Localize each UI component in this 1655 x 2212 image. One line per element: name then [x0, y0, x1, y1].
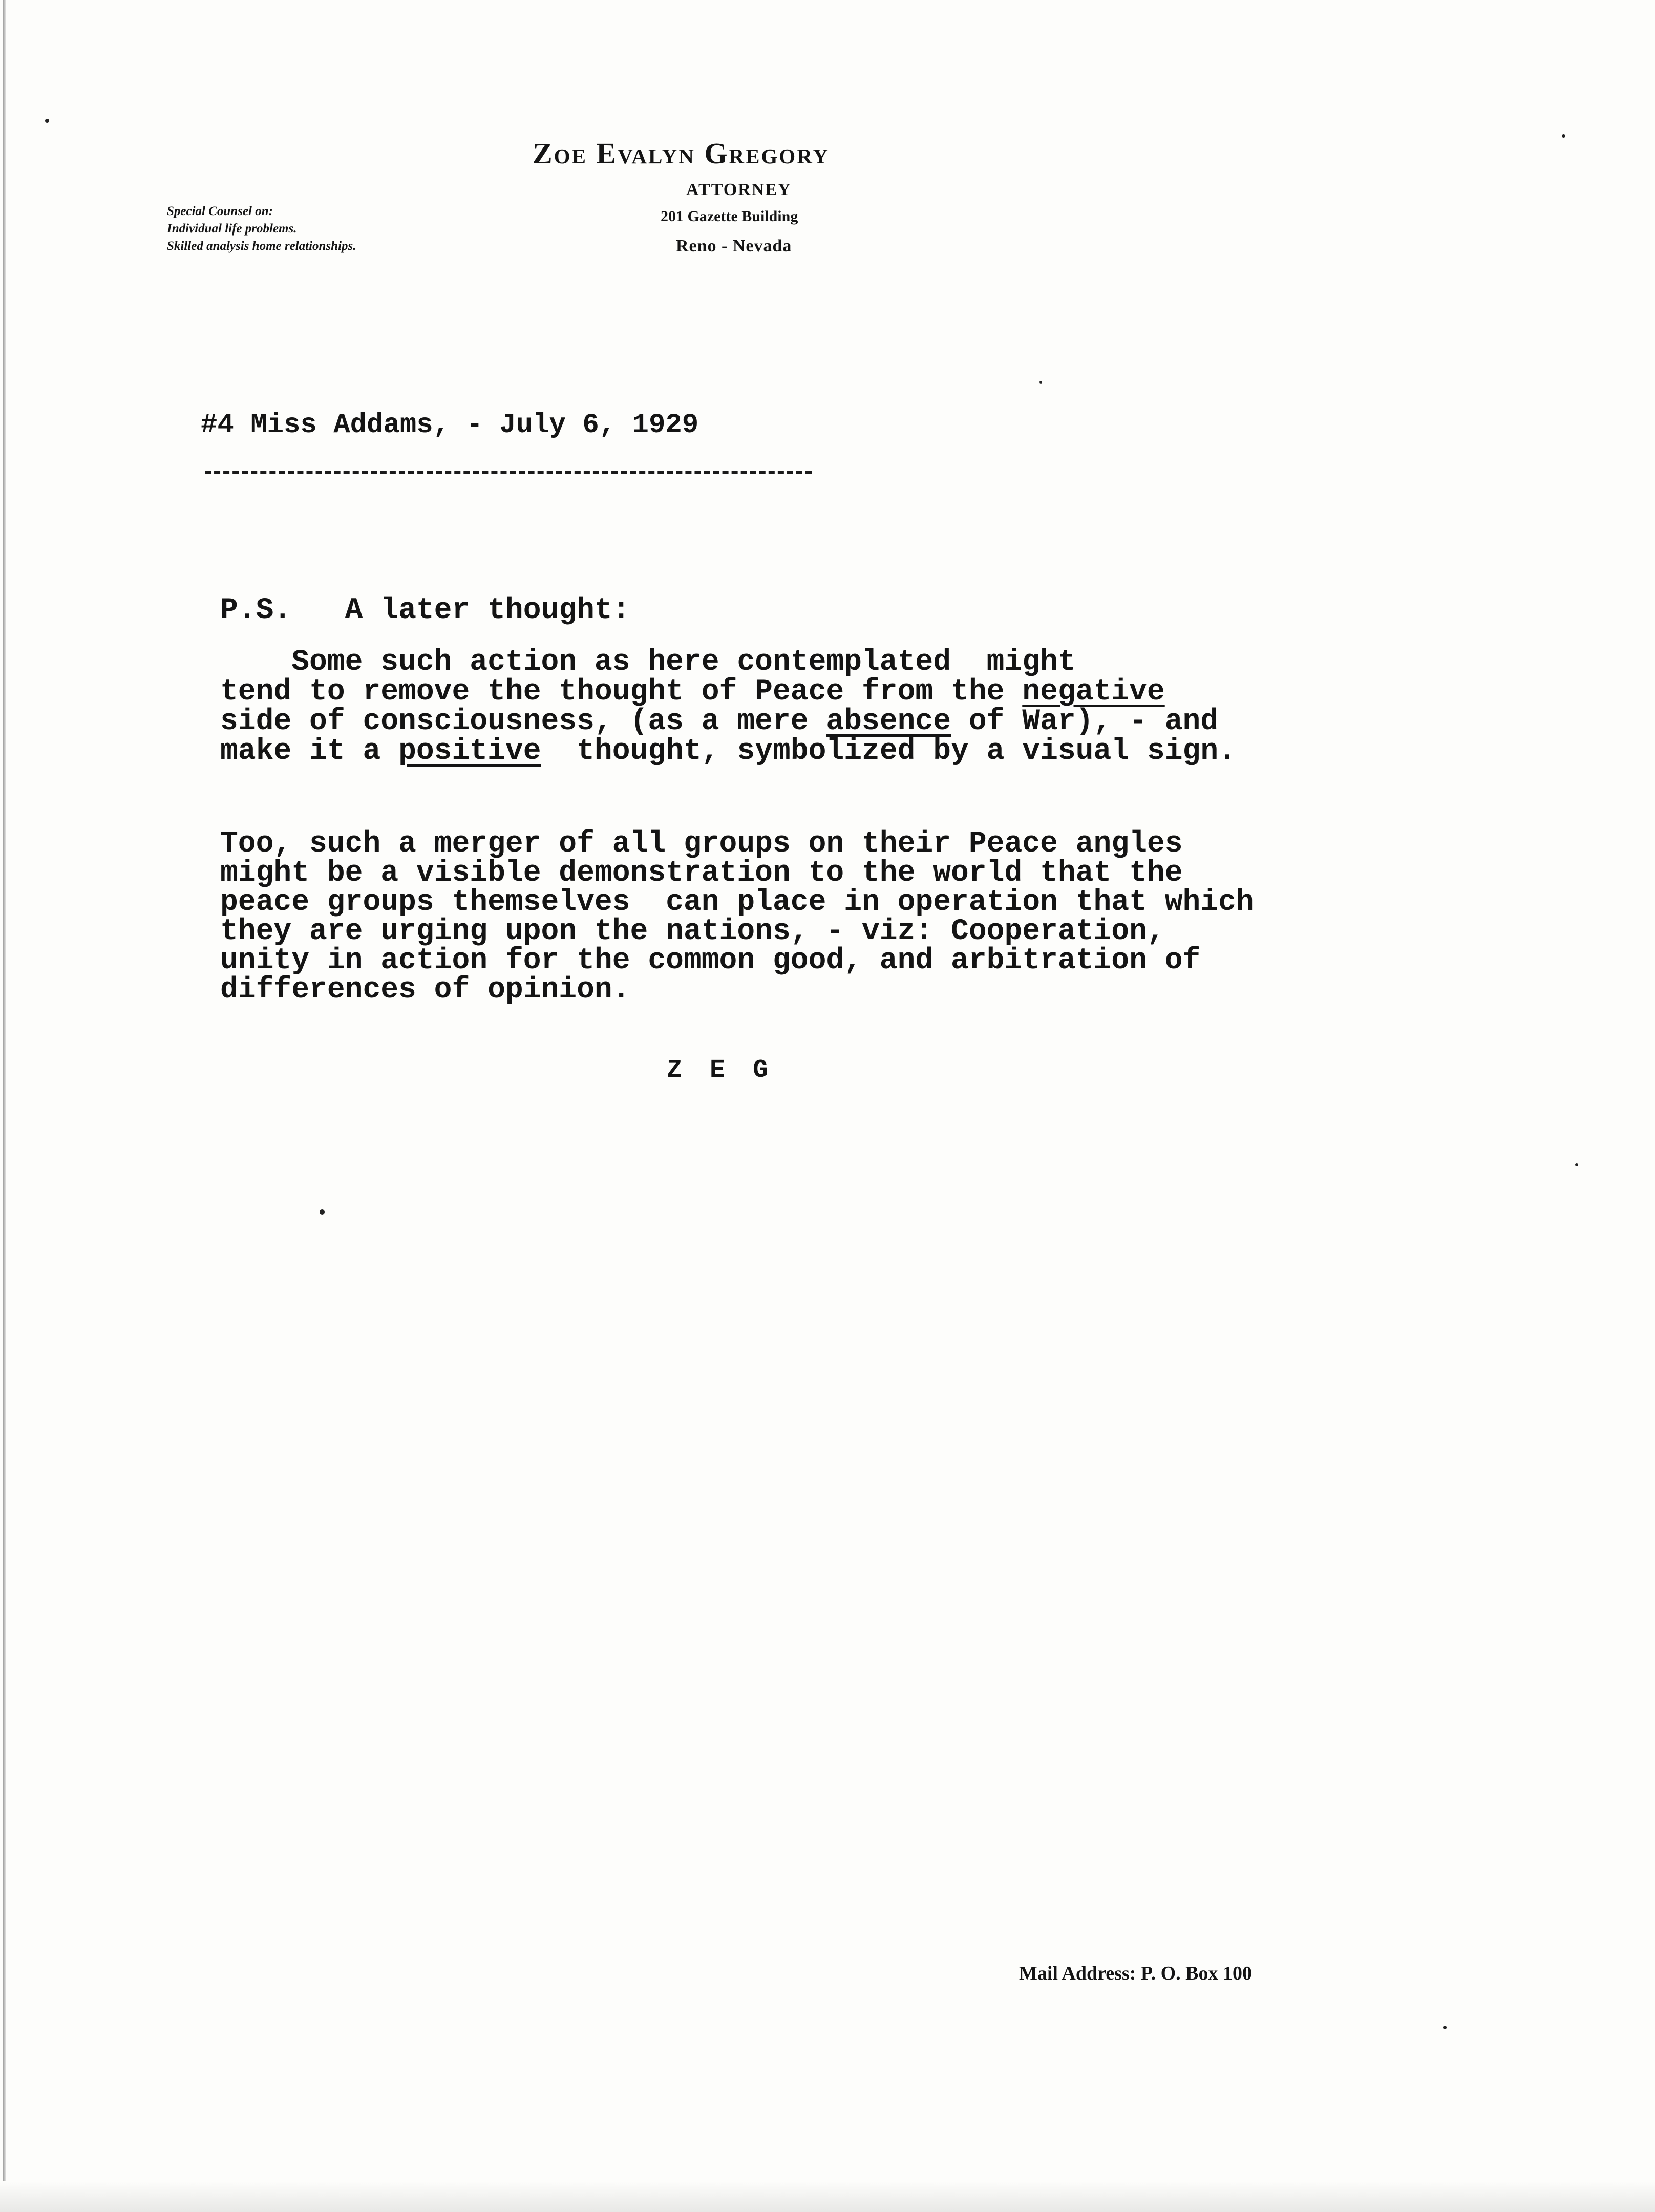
signature-initials: Z E G — [667, 1056, 775, 1085]
p2-line: peace groups themselves can place in operation that which — [220, 886, 1254, 919]
ps-paragraph-1 — [220, 648, 1236, 767]
scan-speck — [1443, 2026, 1447, 2029]
p2-line: differences of opinion. — [220, 973, 630, 1007]
p1-line — [220, 646, 1076, 679]
counsel-line: Skilled analysis home relationships. — [167, 239, 356, 253]
counsel-line: Special Counsel on: — [167, 204, 273, 218]
ps-line — [220, 594, 630, 627]
letterhead-city: Reno - Nevada — [676, 237, 792, 256]
p2-line: might be a visible demonstration to the world that the — [220, 857, 1183, 890]
p1-line-text: side of consciousness, (as a mere — [220, 705, 826, 738]
scan-speck — [45, 119, 49, 123]
ps-intro: A later thought: — [345, 594, 630, 627]
page-edge-shadow — [3, 0, 6, 2212]
p1-line — [220, 705, 1218, 738]
p2-line: Too, such a merger of all groups on their Peace angles — [220, 827, 1183, 861]
p1-line-text: Some such action as here contemplated might — [220, 646, 1076, 679]
heading-dashed-rule — [205, 471, 812, 474]
underlined-word: negative — [1022, 675, 1165, 709]
underlined-word: positive — [398, 735, 541, 768]
scan-bottom-strip — [0, 2181, 1655, 2212]
p1-line-text: tend to remove the thought of Peace from the — [220, 675, 1023, 709]
letterhead-building: 201 Gazette Building — [661, 208, 798, 225]
letterhead-name: Zoe Evalyn Gregory — [533, 137, 830, 170]
scan-speck — [1575, 1163, 1578, 1166]
letter-heading: #4 Miss Addams, - July 6, 1929 — [201, 410, 699, 441]
ps-paragraph-2 — [220, 827, 1254, 1007]
counsel-block — [167, 203, 356, 255]
p1-line — [220, 675, 1165, 709]
p1-line-text: thought, symbolized by a visual sign. — [541, 735, 1236, 768]
p1-line-text: make it a — [220, 735, 399, 768]
scan-speck — [1562, 134, 1565, 138]
underlined-word: absence — [826, 705, 951, 738]
p1-line — [220, 735, 1236, 768]
ps-label: P.S. — [220, 594, 292, 627]
letterhead-title: ATTORNEY — [686, 180, 792, 199]
scan-speck — [1039, 381, 1042, 384]
p2-line: unity in action for the common good, and arbitration of — [220, 944, 1201, 977]
mail-address: Mail Address: P. O. Box 100 — [1019, 1963, 1252, 1984]
p2-line: they are urging upon the nations, - viz: Cooperation, — [220, 915, 1165, 948]
counsel-line: Individual life problems. — [167, 222, 297, 236]
p1-line-text: of War), - and — [951, 705, 1219, 738]
scan-speck — [320, 1209, 325, 1215]
